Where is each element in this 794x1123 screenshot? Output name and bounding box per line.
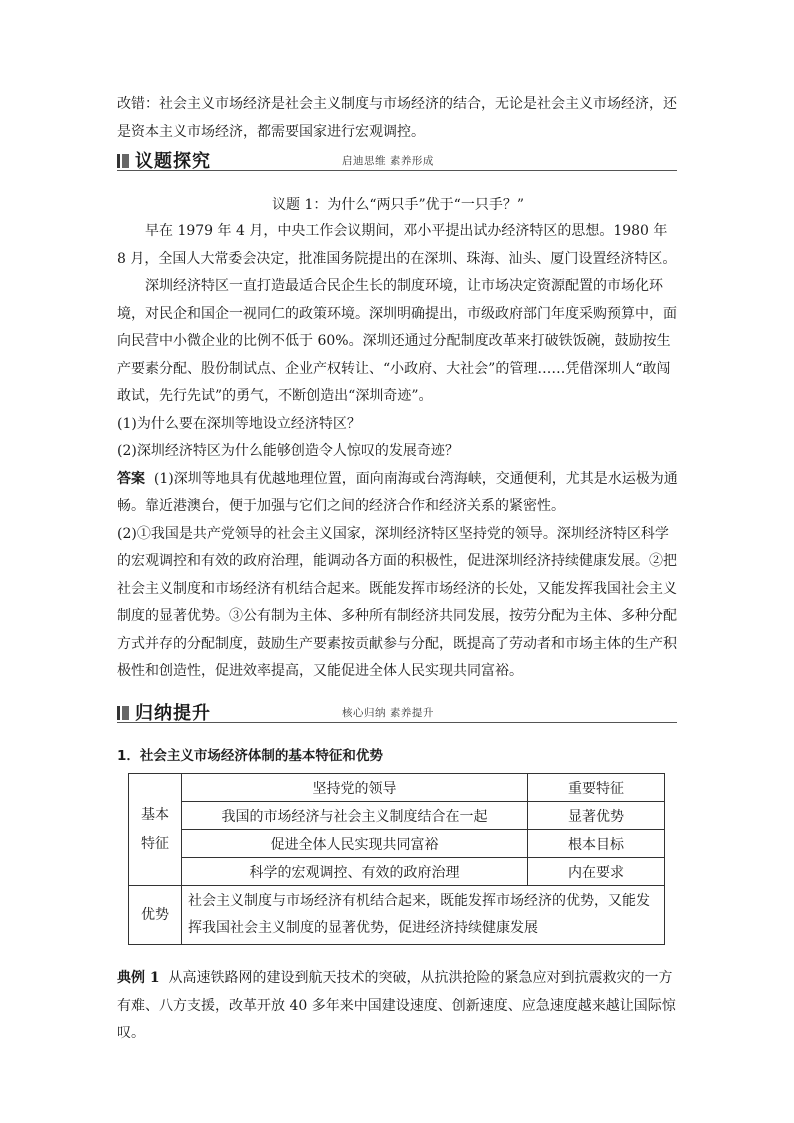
table-row [129, 830, 665, 858]
advantage-label: 优势 [129, 886, 182, 945]
section-header-issue-exploration [117, 149, 677, 171]
feature-content: 科学的宏观调控、有效的政府治理 [182, 858, 528, 886]
feature-type: 内在要求 [528, 858, 665, 886]
feature-type: 重要特征 [528, 774, 665, 802]
section-bookmark-icon [117, 706, 129, 720]
issue-title: 议题 1：为什么“两只手”优于“一只手？” [272, 197, 524, 213]
feature-type: 根本目标 [528, 830, 665, 858]
feature-content: 坚持党的领导 [182, 774, 528, 802]
section-divider [117, 722, 677, 723]
correction-line-2: 是资本主义市场经济，都需要国家进行宏观调控。 [117, 123, 425, 140]
basic-features-label: 基本 特征 [129, 774, 182, 886]
answer-label: 答案 [117, 470, 145, 487]
table-row [129, 858, 665, 886]
section-subtitle: 核心归纳 素养提升 [342, 707, 434, 719]
question-2: (2)深圳经济特区为什么能够创造令人惊叹的发展奇迹？ [117, 443, 459, 459]
section-header-summary [117, 701, 677, 723]
section-title: 归纳提升 [135, 703, 211, 724]
section-bookmark-icon [117, 154, 129, 168]
example-paragraph [117, 965, 679, 1048]
feature-content: 促进全体人民实现共同富裕 [182, 830, 528, 858]
feature-content: 我国的市场经济与社会主义制度结合在一起 [182, 802, 528, 830]
correction-paragraph [117, 91, 679, 146]
issue-paragraph-1: 早在 1979 年 4 月，中央工作会议期间，邓小平提出试办经济特区的思想。1980 年 8 月，全国人大常委会决定，批准国务院提出的在深圳、珠海、汕头、厦门设置经济特区。 [117, 223, 677, 267]
answer-1 [117, 466, 679, 521]
table-row [129, 886, 665, 945]
section-divider [117, 170, 677, 171]
summary-table [128, 773, 665, 945]
table-row [129, 802, 665, 830]
advantage-text: 社会主义制度与市场经济有机结合起来，既能发挥市场经济的优势，又能发挥我国社会主义制度的显著优势，促进经济持续健康发展 [182, 886, 665, 945]
correction-line-1: 改错：社会主义市场经济是社会主义制度与市场经济的结合，无论是社会主义市场经济，还 [117, 96, 677, 112]
example-label: 典例 1 [117, 970, 160, 986]
example-text: 从高速铁路网的建设到航天技术的突破，从抗洪抢险的紧急应对到抗震救灾的一方有难、八方支援，改革开放 40 多年来中国建设速度、创新速度、应急速度越来越让国际惊叹。 [117, 970, 676, 1041]
issue-paragraph-2: 深圳经济特区一直打造最适合民企生长的制度环境，让市场决定资源配置的市场化环境，对民企和国企一视同仁的政策环境。深圳明确提出，市级政府部门年度采购预算中，面向民营中小微企业的比例不低于 60%。深圳还通过分配制度改革来打破铁饭碗，鼓励按生产要素分配、股份制试点、企业产权转让、“小政府、大社会”的管理……凭借深圳人“敢闯敢试，先行先试”的勇气，不断创造出“深圳奇迹”。 [117, 278, 677, 404]
issue-body [117, 218, 679, 686]
summary-heading: 1．社会主义市场经济体制的基本特征和优势 [117, 748, 383, 764]
table-row [129, 774, 665, 802]
feature-type: 显著优势 [528, 802, 665, 830]
section-title: 议题探究 [135, 151, 211, 172]
answer-2: (2)①我国是共产党领导的社会主义国家，深圳经济特区坚持党的领导。深圳经济特区科学的宏观调控和有效的政府治理，能调动各方面的积极性，促进深圳经济持续健康发展。②把社会主义制度和市场经济有机结合起来。既能发挥市场经济的长处，又能发挥我国社会主义制度的显著优势。③公有制为主体、多种所有制经济共同发展，按劳分配为主体、多种分配方式并存的分配制度，鼓励生产要素按贡献参与分配，既提高了劳动者和市场主体的生产积极性和创造性，促进效率提高，又能促进全体人民实现共同富裕。 [117, 525, 677, 679]
answer-1-text: (1)深圳等地具有优越地理位置，面向南海或台湾海峡，交通便利，尤其是水运极为通畅。靠近港澳台，便于加强与它们之间的经济合作和经济关系的紧密性。 [117, 470, 678, 514]
question-1: (1)为什么要在深圳等地设立经济特区？ [117, 415, 361, 432]
section-subtitle: 启迪思维 素养形成 [342, 155, 434, 167]
